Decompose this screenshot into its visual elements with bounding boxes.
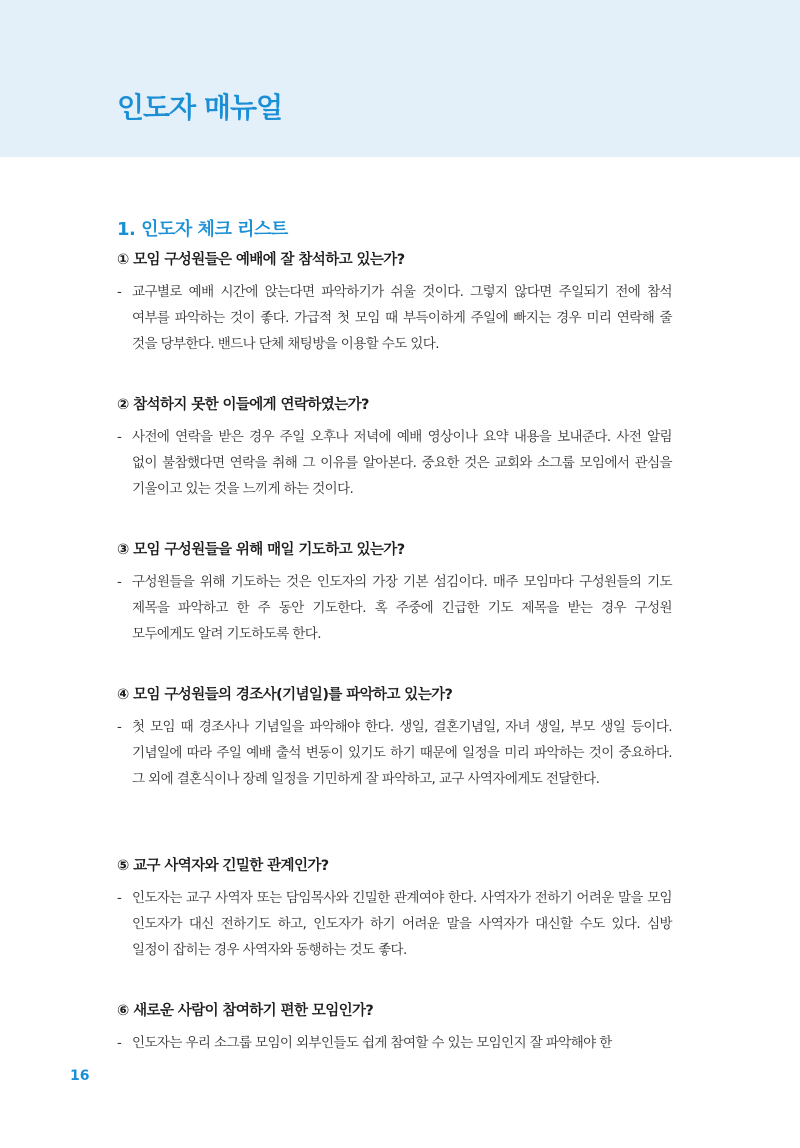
- answer-text: 인도자는 우리 소그룹 모임이 외부인들도 쉽게 참여할 수 있는 모임인지 잘 파악해야 한: [132, 1035, 612, 1051]
- answer-text: 인도자는 교구 사역자 또는 담임목사와 긴밀한 관계여야 한다. 사역자가 전하기 어려운 말을 모임 인도자가 대신 전하기도 하고, 인도자가 하기 어려운 말을 사역자가 대신할 수도 있다. 심방 일정이 잡히는 경우 사역자와 동행하는 것도 좋다.: [132, 890, 672, 958]
- dash-marker: -: [117, 1035, 122, 1051]
- dash-marker: -: [117, 429, 122, 445]
- page-number: 16: [70, 1068, 90, 1084]
- checklist-item: [117, 1000, 672, 1056]
- answer-text: 구성원들을 위해 기도하는 것은 인도자의 가장 기본 섬김이다. 매주 모임마다 구성원들의 기도 제목을 파악하고 한 주 동안 기도한다. 혹 주중에 긴급한 기도 제목을 받는 경우 구성원 모두에게도 알려 기도하도록 한다.: [132, 574, 672, 642]
- checklist-answer: [117, 279, 672, 357]
- section-title: 1. 인도자 체크 리스트: [117, 219, 288, 240]
- checklist-item: [117, 855, 672, 963]
- checklist-answer: [117, 885, 672, 963]
- dash-marker: -: [117, 890, 122, 906]
- checklist-item: [117, 249, 672, 357]
- checklist-question: ① 모임 구성원들은 예배에 잘 참석하고 있는가?: [117, 252, 405, 268]
- checklist-item: [117, 394, 672, 502]
- checklist-answer: [117, 569, 672, 647]
- checklist-question: ⑤ 교구 사역자와 긴밀한 관계인가?: [117, 858, 329, 874]
- checklist-question: ② 참석하지 못한 이들에게 연락하였는가?: [117, 397, 369, 413]
- dash-marker: -: [117, 574, 122, 590]
- checklist-question: ④ 모임 구성원들의 경조사(기념일)를 파악하고 있는가?: [117, 687, 453, 703]
- checklist-item: [117, 539, 672, 647]
- checklist-question: ⑥ 새로운 사람이 참여하기 편한 모임인가?: [117, 1003, 374, 1019]
- dash-marker: -: [117, 284, 122, 300]
- answer-text: 사전에 연락을 받은 경우 주일 오후나 저녁에 예배 영상이나 요약 내용을 보내준다. 사전 알림 없이 불참했다면 연락을 취해 그 이유를 알아본다. 중요한 것은 교회와 소그룹 모임에서 관심을 기울이고 있는 것을 느끼게 하는 것이다.: [132, 429, 672, 497]
- answer-text: 첫 모임 때 경조사나 기념일을 파악해야 한다. 생일, 결혼기념일, 자녀 생일, 부모 생일 등이다. 기념일에 따라 주일 예배 출석 변동이 있기도 하기 때문에 일정을 미리 파악하는 것이 중요하다. 그 외에 결혼식이나 장례 일정을 기민하게 잘 파악하고, 교구 사역자에게도 전달한다.: [132, 719, 672, 787]
- page-title: 인도자 매뉴얼: [117, 91, 283, 124]
- checklist-answer: [117, 424, 672, 502]
- checklist-item: [117, 684, 672, 792]
- checklist-answer: [117, 1030, 672, 1056]
- checklist-answer: [117, 714, 672, 792]
- answer-text: 교구별로 예배 시간에 앉는다면 파악하기가 쉬울 것이다. 그렇지 않다면 주일되기 전에 참석 여부를 파악하는 것이 좋다. 가급적 첫 모임 때 부득이하게 주일에 빠지는 경우 미리 연락해 줄 것을 당부한다. 밴드나 단체 채팅방을 이용할 수도 있다.: [132, 284, 672, 352]
- dash-marker: -: [117, 719, 122, 735]
- checklist-question: ③ 모임 구성원들을 위해 매일 기도하고 있는가?: [117, 542, 405, 558]
- header-band: [0, 0, 800, 157]
